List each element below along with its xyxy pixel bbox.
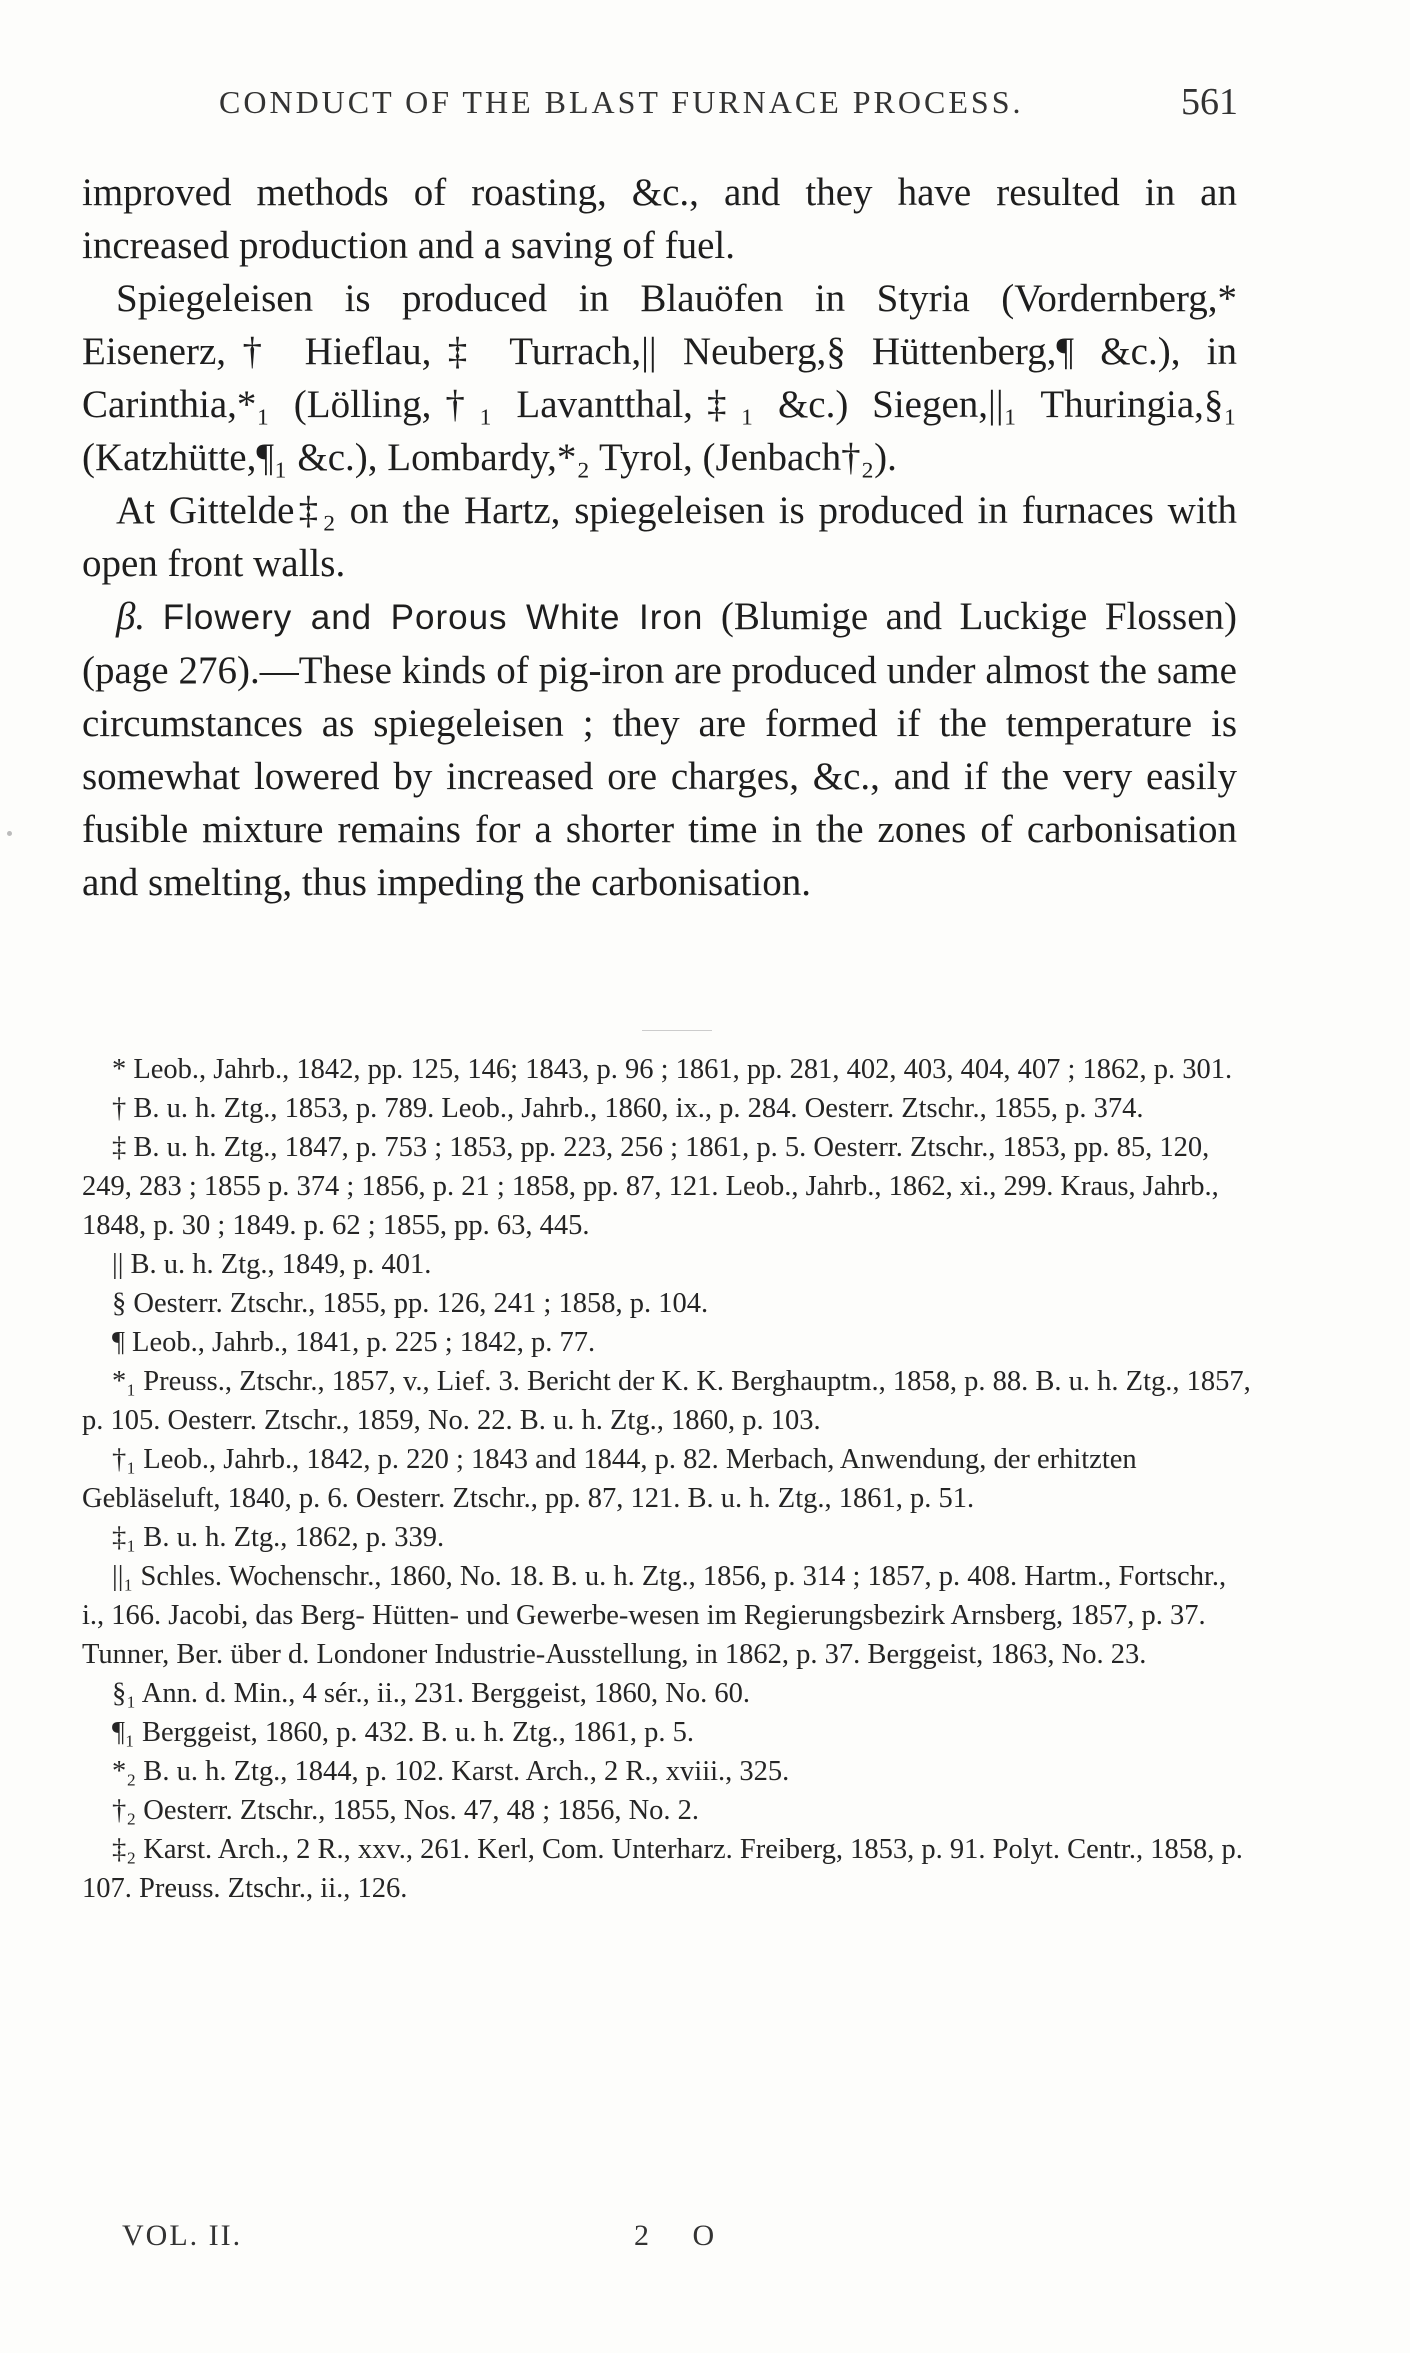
footnote: †₁ Leob., Jahrb., 1842, p. 220 ; 1843 and 1844, p. 82. Merbach, Anwendung, der erhitzten Gebläseluft, 1840, p. 6. Oesterr. Ztschr., pp. 87, 121. B. u. h. Ztg., 1861, p. 51. — [82, 1444, 1137, 1514]
signature-mark: 2 O — [634, 2219, 733, 2252]
page-number: 561 — [1181, 81, 1238, 123]
footnote: ¶ Leob., Jahrb., 1841, p. 225 ; 1842, p. 77. — [112, 1327, 596, 1358]
paragraph-3: At Gittelde‡₂ on the Hartz, spiegeleisen is produced in furnaces with open front walls. — [82, 489, 1237, 585]
section-beta: β. — [116, 595, 146, 638]
footnotes — [82, 1050, 1252, 1908]
paragraph-4 — [82, 590, 1237, 909]
footnote: *₁ Preuss., Ztschr., 1857, v., Lief. 3. Bericht der K. K. Berghauptm., 1858, p. 88. B. u. h. Ztg., 1857, p. 105. Oesterr. Ztschr., 1859, No. 22. B. u. h. Ztg., 1860, p. 103. — [82, 1366, 1251, 1436]
signature-line — [82, 2219, 1262, 2263]
footnote: ||₁ Schles. Wochenschr., 1860, No. 18. B. u. h. Ztg., 1856, p. 314 ; 1857, p. 408. Hartm., Fortschr., i., 166. Jacobi, das Berg- Hütten- und Gewerbe-wesen im Regierungsbezirk Arnsberg, 1857, p. 37. Tunner, Ber. über d. Londoner Industrie-Ausstellung, in 1862, p. 37. Berggeist, 1863, No. 23. — [82, 1561, 1227, 1670]
footnote-divider — [642, 1030, 712, 1031]
footnote: § Oesterr. Ztschr., 1855, pp. 126, 241 ; 1858, p. 104. — [112, 1288, 709, 1319]
footnote: * Leob., Jahrb., 1842, pp. 125, 146; 1843, p. 96 ; 1861, pp. 281, 402, 403, 404, 407 ; 1862, p. 301. — [112, 1054, 1233, 1085]
running-head-title: CONDUCT OF THE BLAST FURNACE PROCESS. — [219, 84, 1024, 120]
footnote: *₂ B. u. h. Ztg., 1844, p. 102. Karst. Arch., 2 R., xviii., 325. — [112, 1756, 790, 1787]
footnote: §₁ Ann. d. Min., 4 sér., ii., 231. Berggeist, 1860, No. 60. — [112, 1678, 750, 1709]
footnote: ‡₂ Karst. Arch., 2 R., xxv., 261. Kerl, Com. Unterharz. Freiberg, 1853, p. 91. Polyt. Centr., 1858, p. 107. Preuss. Ztschr., ii., 126. — [82, 1834, 1243, 1904]
section-heading: Flowery and Porous White Iron — [162, 598, 704, 637]
footnote: ‡₁ B. u. h. Ztg., 1862, p. 339. — [112, 1522, 445, 1553]
footnote: ¶₁ Berggeist, 1860, p. 432. B. u. h. Ztg., 1861, p. 5. — [112, 1717, 695, 1748]
footnote: ‡ B. u. h. Ztg., 1847, p. 753 ; 1853, pp. 223, 256 ; 1861, p. 5. Oesterr. Ztschr., 1853, pp. 85, 120, 249, 283 ; 1855 p. 374 ; 1856, p. 21 ; 1858, pp. 87, 121. Leob., Jahrb., 1862, xi., 299. Kraus, Jahrb., 1848, p. 30 ; 1849. p. 62 ; 1855, pp. 63, 445. — [82, 1132, 1219, 1241]
footnote: || B. u. h. Ztg., 1849, p. 401. — [112, 1249, 432, 1280]
book-page — [82, 0, 1262, 2353]
paper-spot — [7, 831, 12, 836]
volume-label: VOL. II. — [122, 2219, 243, 2252]
footnote: † B. u. h. Ztg., 1853, p. 789. Leob., Jahrb., 1860, ix., p. 284. Oesterr. Ztschr., 1855, p. 374. — [112, 1093, 1144, 1124]
paragraph-2: Spiegeleisen is produced in Blauöfen in Styria (Vordernberg,* Eisenerz,† Hieflau,‡ Turrach,|| Neuberg,§ Hüttenberg,¶ &c.), in Carinthia,*₁ (Lölling,†₁ Lavantthal,‡₁ &c.) Siegen,||₁ Thuringia,§₁ (Katzhütte,¶₁ &c.), Lombardy,*₂ Tyrol, (Jenbach†₂). — [82, 277, 1237, 479]
paragraph-4-text: (Blumige and Luckige Flossen) (page 276).—These kinds of pig-iron are produced under almost the same circumstances as spiegeleisen ; they are formed if the temperature is somewhat lowered by increased ore charges, &c., and if the very easily fusible mixture remains for a shorter time in the zones of carbonisation and smelting, thus impeding the carbonisation. — [82, 595, 1238, 904]
paragraph-1: improved methods of roasting, &c., and they have resulted in an increased production and a saving of fuel. — [82, 171, 1237, 267]
body-text — [82, 166, 1237, 909]
footnote: †₂ Oesterr. Ztschr., 1855, Nos. 47, 48 ; 1856, No. 2. — [112, 1795, 700, 1826]
running-head — [82, 80, 1262, 132]
